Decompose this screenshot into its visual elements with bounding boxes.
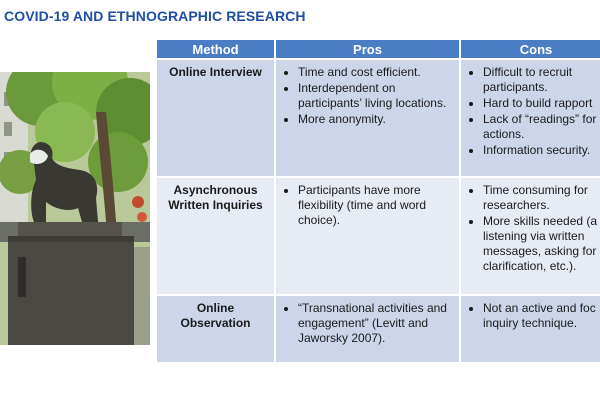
list-item: • Information security. bbox=[483, 143, 600, 158]
list-item: • Not an active and foc inquiry technique. bbox=[483, 301, 600, 331]
list-item: • Hard to build rapport bbox=[483, 96, 600, 111]
list-item: • “Transnational activities and engagement” (Levitt and Jaworsky 2007). bbox=[298, 301, 453, 346]
method-cell: Online Interview bbox=[157, 60, 274, 176]
header-cons: Cons bbox=[461, 40, 600, 58]
list-item: • Interdependent on participants’ living locations. bbox=[298, 81, 453, 111]
pros-cell bbox=[276, 60, 459, 176]
table-header-row bbox=[157, 40, 600, 58]
cons-cell bbox=[461, 60, 600, 176]
list-item: • Time consuming for researchers. bbox=[483, 183, 600, 213]
header-pros: Pros bbox=[276, 40, 459, 58]
comparison-table bbox=[155, 38, 600, 364]
table-row bbox=[157, 296, 600, 362]
pros-cell bbox=[276, 178, 459, 294]
cons-cell bbox=[461, 178, 600, 294]
list-item: • Participants have more flexibility (time and word choice). bbox=[298, 183, 453, 228]
method-cell: Asynchronous Written Inquiries bbox=[157, 178, 274, 294]
list-item: • More skills needed (a listening via written messages, asking for clarification, etc.). bbox=[483, 214, 600, 274]
header-method: Method bbox=[157, 40, 274, 58]
cons-cell bbox=[461, 296, 600, 362]
statue-photo bbox=[0, 72, 150, 345]
list-item: • Difficult to recruit participants. bbox=[483, 65, 600, 95]
table-row bbox=[157, 60, 600, 176]
slide-title: COVID-19 AND ETHNOGRAPHIC RESEARCH bbox=[4, 8, 306, 24]
table-row bbox=[157, 178, 600, 294]
list-item: • More anonymity. bbox=[298, 112, 453, 127]
pros-cell bbox=[276, 296, 459, 362]
list-item: • Time and cost efficient. bbox=[298, 65, 453, 80]
list-item: • Lack of “readings” for actions. bbox=[483, 112, 600, 142]
method-cell: Online Observation bbox=[157, 296, 274, 362]
